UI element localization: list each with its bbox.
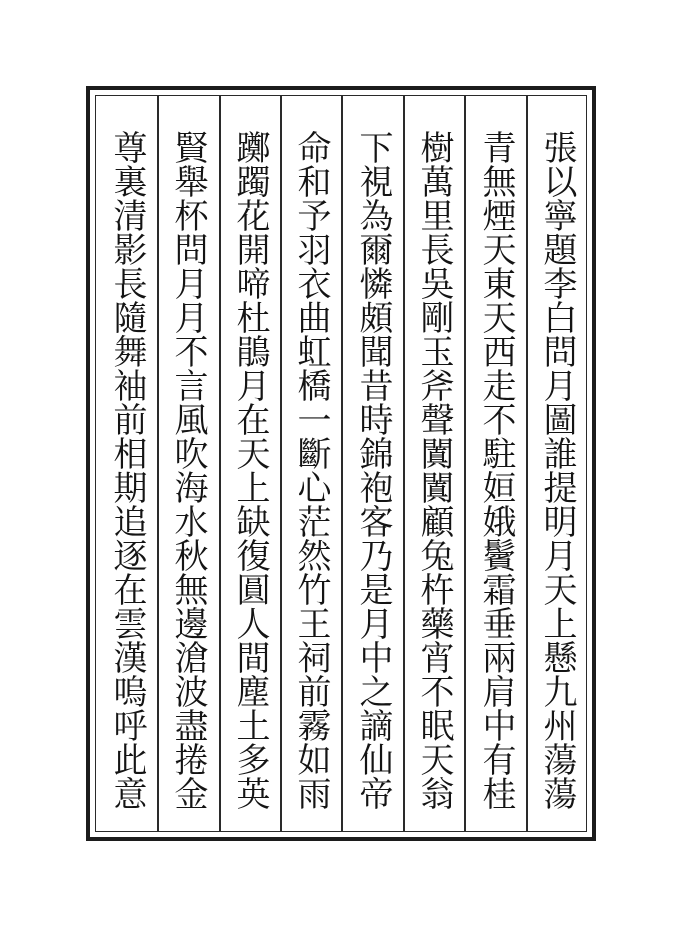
text-column-6: 躑躅花開啼杜鵑月在天上缺復圓人間塵土多英 [230,130,270,810]
text-column-8: 尊裏清影長隨舞袖前相期追逐在雲漢嗚呼此意 [107,130,147,810]
text-column-7: 賢舉杯問月月不言風吹海水秋無邊滄波盡捲金 [168,130,208,810]
text-column-1: 張以寧題李白問月圖誰提明月天上懸九州蕩蕩 [537,130,577,810]
text-column-3: 樹萬里長吳剛玉斧聲闐闐顧兔杵藥宵不眠天翁 [414,130,454,810]
text-column-4: 下視為爾憐頗聞昔時錦袍客乃是月中之謫仙帝 [353,130,393,810]
text-column-5: 命和予羽衣曲虹橋一斷心茫然竹王祠前霧如雨 [291,130,331,810]
text-column-2: 青無煙天東天西走不駐姮娥鬢霜垂兩肩中有桂 [476,130,516,810]
